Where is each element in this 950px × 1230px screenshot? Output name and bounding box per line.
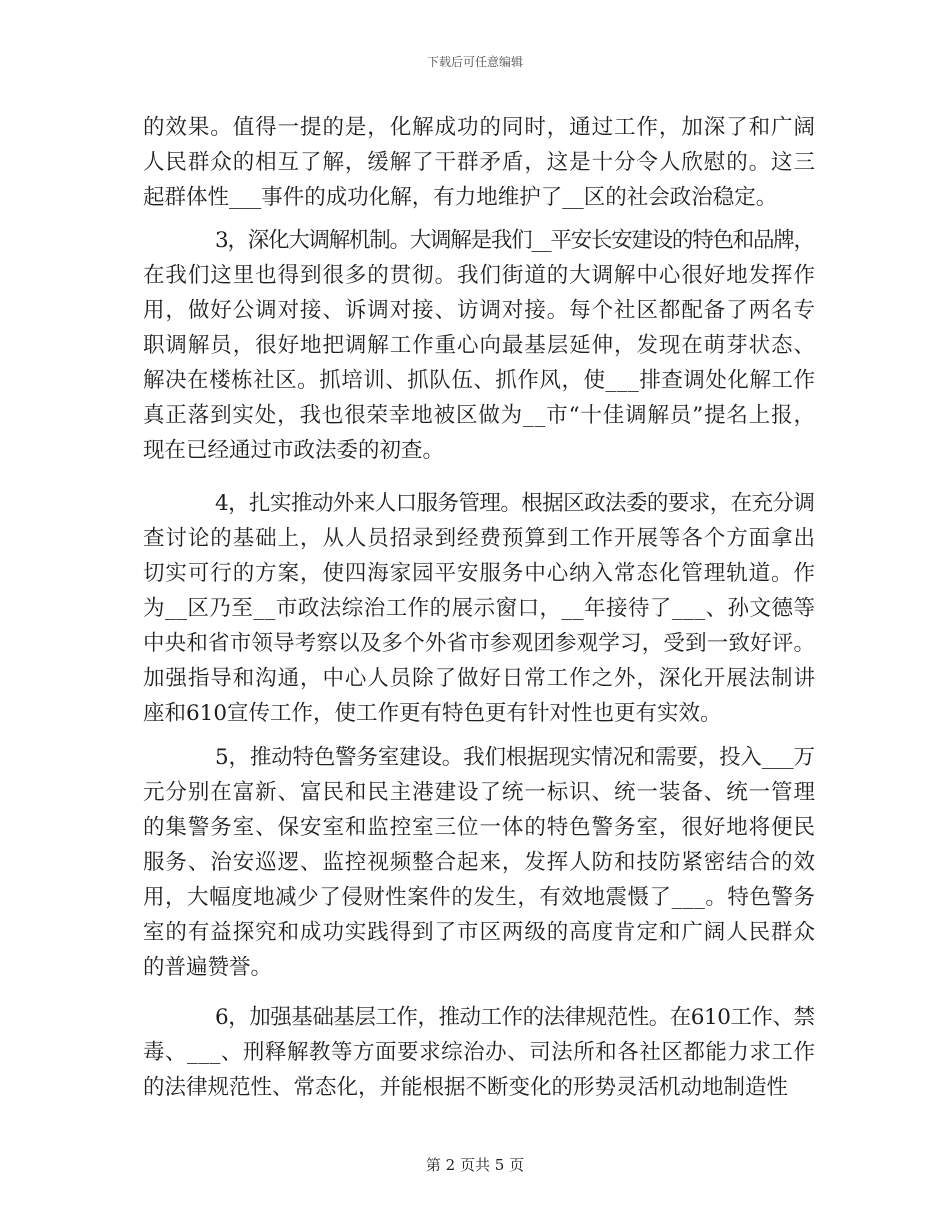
page-number: 第 2 页共 5 页 [425, 1156, 525, 1174]
paragraph-line: 现在已经通过市政法委的初查。 [143, 438, 445, 463]
paragraph-line: 用，做好公调对接、诉调对接、访调对接。每个社区都配备了两名专 [143, 298, 816, 323]
paragraph-line: 解决在楼栋社区。抓培训、抓队伍、抓作风，使___排查调处化解工作 [143, 368, 816, 393]
paragraph-line: 人民群众的相互了解，缓解了干群矛盾，这是十分令人欣慰的。这三 [143, 150, 816, 175]
paragraph-item-3 [143, 223, 815, 468]
paragraph-item-4 [143, 486, 815, 731]
paragraph-continuation [143, 110, 815, 215]
paragraph-line: 加强指导和沟通，中心人员除了做好日常工作之外，深化开展法制讲 [143, 666, 816, 691]
paragraph-line: 的效果。值得一提的是，化解成功的同时，通过工作，加深了和广阔 [143, 115, 816, 140]
paragraph-line: 元分别在富新、富民和民主港建设了统一标识、统一装备、统一管理 [143, 780, 816, 805]
paragraph-line: 座和610宣传工作，使工作更有特色更有针对性也更有实效。 [143, 701, 722, 726]
paragraph-line: 切实可行的方案，使四海家园平安服务中心纳入常态化管理轨道。作 [143, 561, 816, 586]
paragraph-line: 服务、治安巡逻、监控视频整合起来，发挥人防和技防紧密结合的效 [143, 850, 816, 875]
paragraph-line: 4，扎实推动外来人口服务管理。根据区政法委的要求，在充分调 [215, 491, 815, 516]
paragraph-line: 3，深化大调解机制。大调解是我们__平安长安建设的特色和品牌， [215, 228, 814, 253]
page-header-note: 下载后可任意编辑 [426, 55, 523, 69]
paragraph-line: 的集警务室、保安室和监控室三位一体的特色警务室，很好地将便民 [143, 815, 816, 840]
paragraph-line: 职调解员，很好地把调解工作重心向最基层延伸，发现在萌芽状态、 [143, 333, 816, 358]
paragraph-item-6 [143, 1000, 815, 1105]
paragraph-line: 起群体性___事件的成功化解，有力地维护了__区的社会政治稳定。 [143, 185, 778, 210]
paragraph-line: 毒、___、刑释解教等方面要求综治办、司法所和各社区都能力求工作 [143, 1040, 816, 1065]
paragraph-line: 5，推动特色警务室建设。我们根据现实情况和需要，投入___万 [215, 745, 815, 770]
paragraph-line: 为__区乃至__市政法综治工作的展示窗口，__年接待了___、孙文德等 [143, 596, 816, 621]
paragraph-line: 的法律规范性、常态化，并能根据不断变化的形势灵活机动地制造性 [143, 1075, 789, 1100]
paragraph-line: 中央和省市领导考察以及多个外省市参观团参观学习，受到一致好评。 [143, 631, 816, 656]
paragraph-line: 用，大幅度地减少了侵财性案件的发生，有效地震慑了___。特色警务 [143, 885, 816, 910]
paragraph-line: 室的有益探究和成功实践得到了市区两级的高度肯定和广阔人民群众 [143, 920, 816, 945]
paragraph-item-5 [143, 740, 815, 985]
paragraph-line: 在我们这里也得到很多的贯彻。我们街道的大调解中心很好地发挥作 [143, 263, 816, 288]
paragraph-line: 查讨论的基础上，从人员招录到经费预算到工作开展等各个方面拿出 [143, 526, 816, 551]
paragraph-line: 的普遍赞誉。 [143, 955, 273, 980]
paragraph-line: 真正落到实处，我也很荣幸地被区做为__市“十佳调解员”提名上报， [143, 403, 816, 428]
paragraph-line: 6，加强基础基层工作，推动工作的法律规范性。在610工作、禁 [215, 1005, 815, 1030]
